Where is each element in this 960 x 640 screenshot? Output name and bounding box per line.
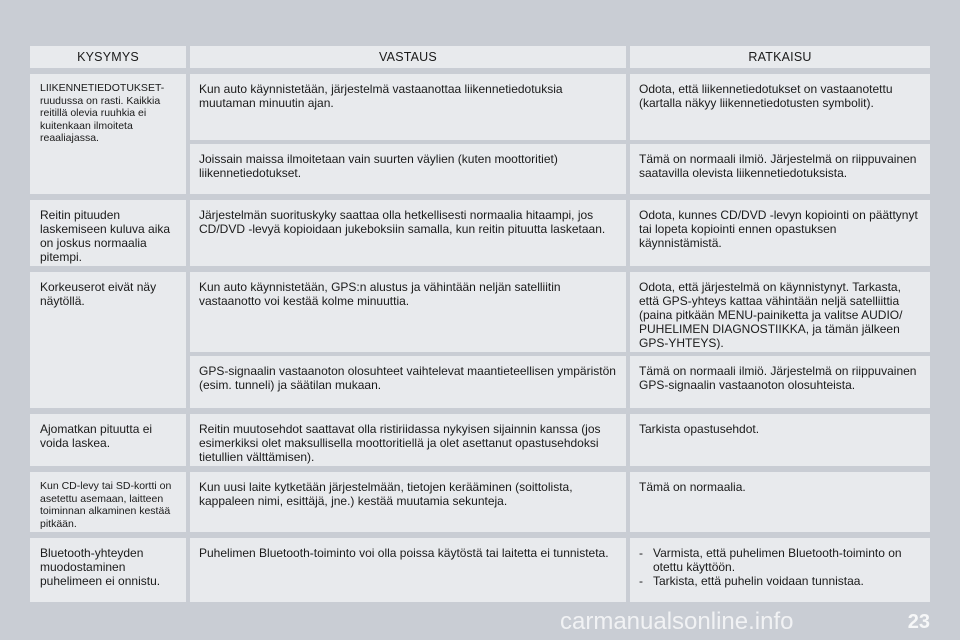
question-cell: LIIKENNETIEDOTUKSET-ruudussa on rasti. Kaikkia reitillä olevia ruuhkia ei kuitenkaan ilmoiteta reaaliajassa. (30, 74, 186, 194)
table-row-group (30, 472, 930, 532)
table-row-group (30, 74, 930, 194)
answer-cell: Puhelimen Bluetooth-toiminto voi olla poissa käytöstä tai laitetta ei tunnisteta. (190, 538, 626, 602)
answer-cell: GPS-signaalin vastaanoton olosuhteet vaihtelevat maantieteellisen ympäristön (esim. tunneli) ja säätilan mukaan. (190, 356, 626, 408)
table-row-group (30, 200, 930, 266)
answer-cell: Kun auto käynnistetään, GPS:n alustus ja vähintään neljän satelliitin vastaanotto voi kestää kolme minuuttia. (190, 272, 626, 352)
solution-cell: Tämä on normaali ilmiö. Järjestelmä on riippuvainen saatavilla olevista liikennetiedotuksista. (630, 144, 930, 194)
troubleshooting-table (30, 46, 930, 608)
question-cell: Bluetooth-yhteyden muodostaminen puhelimeen ei onnistu. (30, 538, 186, 602)
table-row (190, 272, 930, 352)
table-row (190, 144, 930, 194)
table-row-group (30, 414, 930, 466)
watermark: carmanualsonline.info (560, 608, 794, 635)
page-number: 23 (907, 611, 930, 633)
table-row (190, 356, 930, 408)
table-row-group (30, 538, 930, 602)
header-question: KYSYMYS (30, 46, 186, 68)
table-header (30, 46, 930, 68)
question-cell: Reitin pituuden laskemiseen kuluva aika on joskus normaalia pitempi. (30, 200, 186, 266)
table-row (190, 200, 930, 266)
header-solution: RATKAISU (630, 46, 930, 68)
solution-cell: Odota, kunnes CD/DVD -levyn kopiointi on päättynyt tai lopeta kopiointi ennen opastuksen käynnistämistä. (630, 200, 930, 266)
solution-list-item: - Tarkista, että puhelin voidaan tunnistaa. (639, 574, 922, 588)
table-row (190, 538, 930, 602)
answer-cell: Kun uusi laite kytketään järjestelmään, tietojen kerääminen (soittolista, kappaleen nimi, esittäjä, jne.) kestää muutamia sekunteja. (190, 472, 626, 532)
question-cell: Kun CD-levy tai SD-kortti on asetettu asemaan, laitteen toiminnan alkaminen kestää pitkään. (30, 472, 186, 532)
question-cell: Ajomatkan pituutta ei voida laskea. (30, 414, 186, 466)
answer-cell: Reitin muutosehdot saattavat olla ristiriidassa nykyisen sijainnin kanssa (jos esimerkiksi olet maksullisella moottoritiellä ja olet asettanut opastusehdoksi tietullien välttämisen). (190, 414, 626, 466)
table-row-group (30, 272, 930, 408)
header-answer: VASTAUS (190, 46, 626, 68)
table-row (190, 74, 930, 140)
solution-cell: Tarkista opastusehdot. (630, 414, 930, 466)
answer-cell: Joissain maissa ilmoitetaan vain suurten väylien (kuten moottoritiet) liikennetiedotukset. (190, 144, 626, 194)
table-row (190, 472, 930, 532)
answer-cell: Järjestelmän suorituskyky saattaa olla hetkellisesti normaalia hitaampi, jos CD/DVD -levyä kopioidaan jukeboksiin samalla, kun reitin pituutta lasketaan. (190, 200, 626, 266)
solution-list-item: - Varmista, että puhelimen Bluetooth-toiminto on otettu käyttöön. (639, 546, 922, 574)
solution-cell (630, 538, 930, 602)
solution-list (639, 546, 922, 588)
table-row (190, 414, 930, 466)
solution-cell: Tämä on normaalia. (630, 472, 930, 532)
question-cell: Korkeuserot eivät näy näytöllä. (30, 272, 186, 408)
solution-cell: Odota, että järjestelmä on käynnistynyt. Tarkasta, että GPS-yhteys kattaa vähintään neljä satelliittia (paina pitkään MENU-painiketta ja valitse AUDIO/ PUHELIMEN DIAGNOSTIIKKA, ja tämän jälkeen GPS-YHTEYS). (630, 272, 930, 352)
solution-cell: Odota, että liikennetiedotukset on vastaanotettu (kartalla näkyy liikennetiedotusten symbolit). (630, 74, 930, 140)
solution-cell: Tämä on normaali ilmiö. Järjestelmä on riippuvainen GPS-signaalin vastaanoton olosuhteista. (630, 356, 930, 408)
answer-cell: Kun auto käynnistetään, järjestelmä vastaanottaa liikennetiedotuksia muutaman minuutin ajan. (190, 74, 626, 140)
